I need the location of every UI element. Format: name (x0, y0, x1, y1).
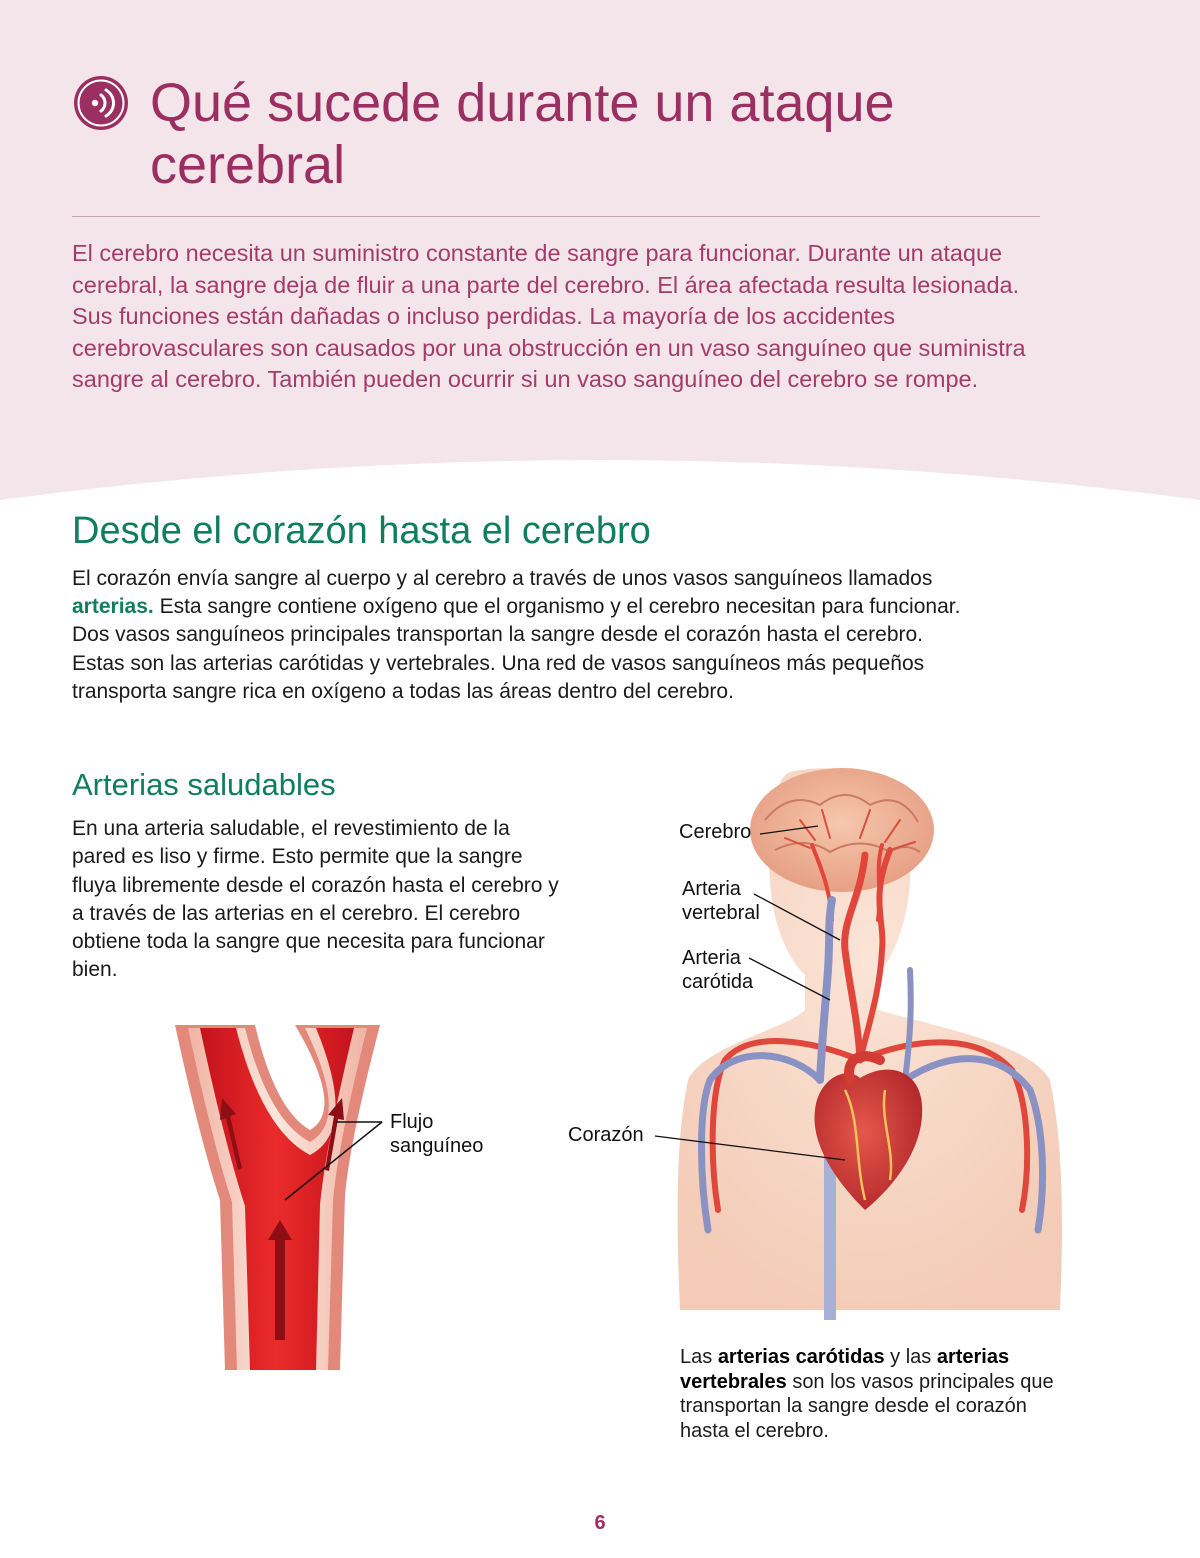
brain (750, 768, 934, 892)
section-heading-healthy-arteries: Arterias saludables (72, 767, 336, 802)
blood-flow-label-line-2: sanguíneo (390, 1135, 484, 1157)
paragraph-text-after: Esta sangre contiene oxígeno que el organismo y el cerebro necesitan para funcionar. Dos vasos sanguíneos principales transportan la sangre desde el corazón hasta el cerebro. Estas son las arterias carótidas y vertebrales. Una red de vasos sanguíneos más pequeños transporta sangre rica en oxígeno a todas las áreas dentro del cerebro. (72, 595, 961, 703)
artery-illustration (160, 1020, 500, 1375)
label-corazon: Corazón (568, 1124, 644, 1146)
label-carotida-line-1: Arteria (682, 947, 741, 969)
label-arteria-carotida (682, 946, 753, 994)
caption-bold-carotidas: arterias carótidas (717, 1346, 885, 1368)
title-line-1: Qué sucede durante un ataque (150, 73, 895, 133)
caption-text-3: son los vasos principales que transportan la sangre desde el corazón hasta el cerebro. (680, 1370, 1054, 1442)
label-vertebral-line-2: vertebral (682, 902, 760, 924)
intro-paragraph: El cerebro necesita un suministro constante de sangre para funcionar. Durante un ataque cerebral, la sangre deja de fluir a una parte del cerebro. El área afectada resulta lesionada. Sus funciones están dañadas o incluso perdidas. La mayoría de los accidentes cerebrovasculares son causados por una obstrucción en un vaso sanguíneo que suministra sangre al cerebro. También pueden ocurrir si un vaso sanguíneo del cerebro se rompe. (72, 240, 1026, 393)
audio-speaker-icon[interactable] (72, 74, 130, 132)
blood-flow-label-line-1: Flujo (390, 1111, 434, 1133)
label-carotida-line-2: carótida (682, 971, 754, 993)
title-line-2: cerebral (150, 135, 346, 195)
heart-to-brain-paragraph (72, 565, 972, 706)
paragraph-text-before: El corazón envía sangre al cuerpo y al cerebro a través de unos vasos sanguíneos llamados (72, 567, 933, 590)
header-divider (72, 216, 1040, 217)
glossary-term-arterias: arterias. (72, 595, 154, 619)
caption-text-2: y las (890, 1346, 932, 1368)
page-number: 6 (594, 1512, 606, 1534)
label-vertebral-line-1: Arteria (682, 878, 741, 900)
figure-caption (680, 1345, 1060, 1443)
label-arteria-vertebral (682, 877, 760, 925)
blood-flow-label (390, 1110, 483, 1158)
healthy-arteries-paragraph: En una arteria saludable, el revestimiento de la pared es liso y firme. Esto permite que la sangre fluya libremente desde el corazón hasta el cerebro y a través de las arterias en el cerebro. El cerebro obtiene toda la sangre que necesita para funcionar bien. (72, 817, 559, 982)
caption-bold-vertebrales: arterias vertebrales (680, 1346, 1010, 1393)
human-circulation-illustration (560, 760, 1120, 1320)
label-cerebro: Cerebro (679, 821, 752, 843)
caption-text-1: Las (680, 1346, 713, 1368)
page-title (150, 72, 1050, 196)
section-heading-heart-to-brain: Desde el corazón hasta el cerebro (72, 510, 651, 552)
